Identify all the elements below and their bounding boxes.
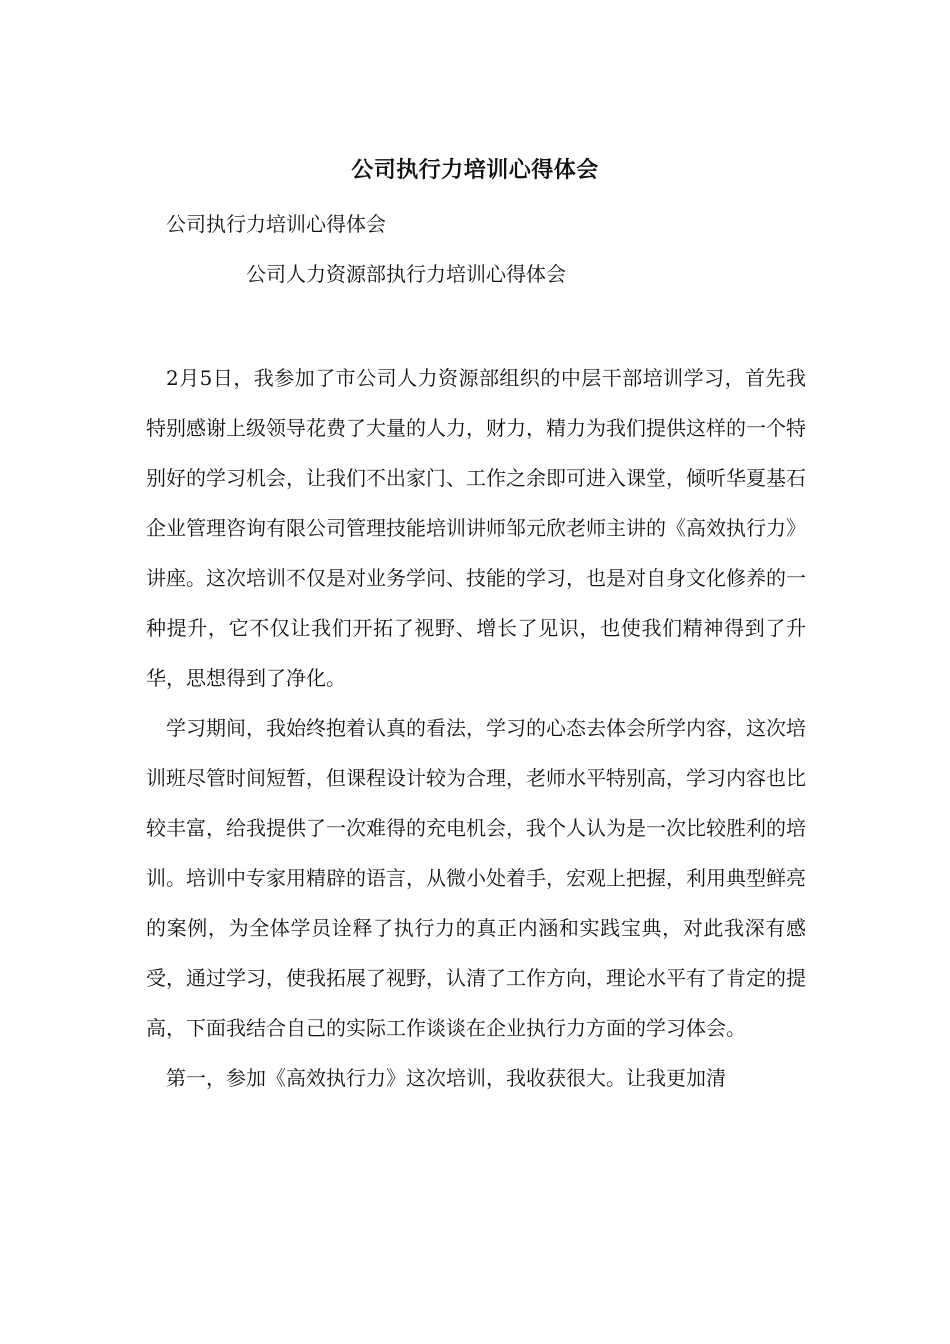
document-body	[146, 353, 806, 1103]
paragraph-2: 学习期间，我始终抱着认真的看法，学习的心态去体会所学内容，这次培训班尽管时间短暂，但课程设计较为合理，老师水平特别高，学习内容也比较丰富，给我提供了一次难得的充电机会，我个人认为是一次比较胜利的培训。培训中专家用精辟的语言，从微小处着手，宏观上把握，利用典型鲜亮的案例，为全体学员诠释了执行力的真正内涵和实践宝典，对此我深有感受，通过学习，使我拓展了视野，认清了工作方向，理论水平有了肯定的提高，下面我结合自己的实际工作谈谈在企业执行力方面的学习体会。	[146, 716, 806, 1040]
document-subtitle: 公司执行力培训心得体会	[166, 212, 386, 236]
document-subtitle-department: 公司人力资源部执行力培训心得体会	[246, 262, 566, 286]
paragraph-3: 第一，参加《高效执行力》这次培训，我收获很大。让我更加清	[166, 1066, 726, 1090]
paragraph-1: 2月5日，我参加了市公司人力资源部组织的中层干部培训学习，首先我特别感谢上级领导花费了大量的人力，财力，精力为我们提供这样的一个特别好的学习机会，让我们不出家门、工作之余即可进入课堂，倾听华夏基石企业管理咨询有限公司管理技能培训讲师邹元欣老师主讲的《高效执行力》讲座。这次培训不仅是对业务学问、技能的学习，也是对自身文化修养的一种提升，它不仅让我们开拓了视野、增长了见识，也使我们精神得到了升华，思想得到了净化。	[146, 366, 806, 690]
document-title: 公司执行力培训心得体会	[351, 157, 599, 183]
